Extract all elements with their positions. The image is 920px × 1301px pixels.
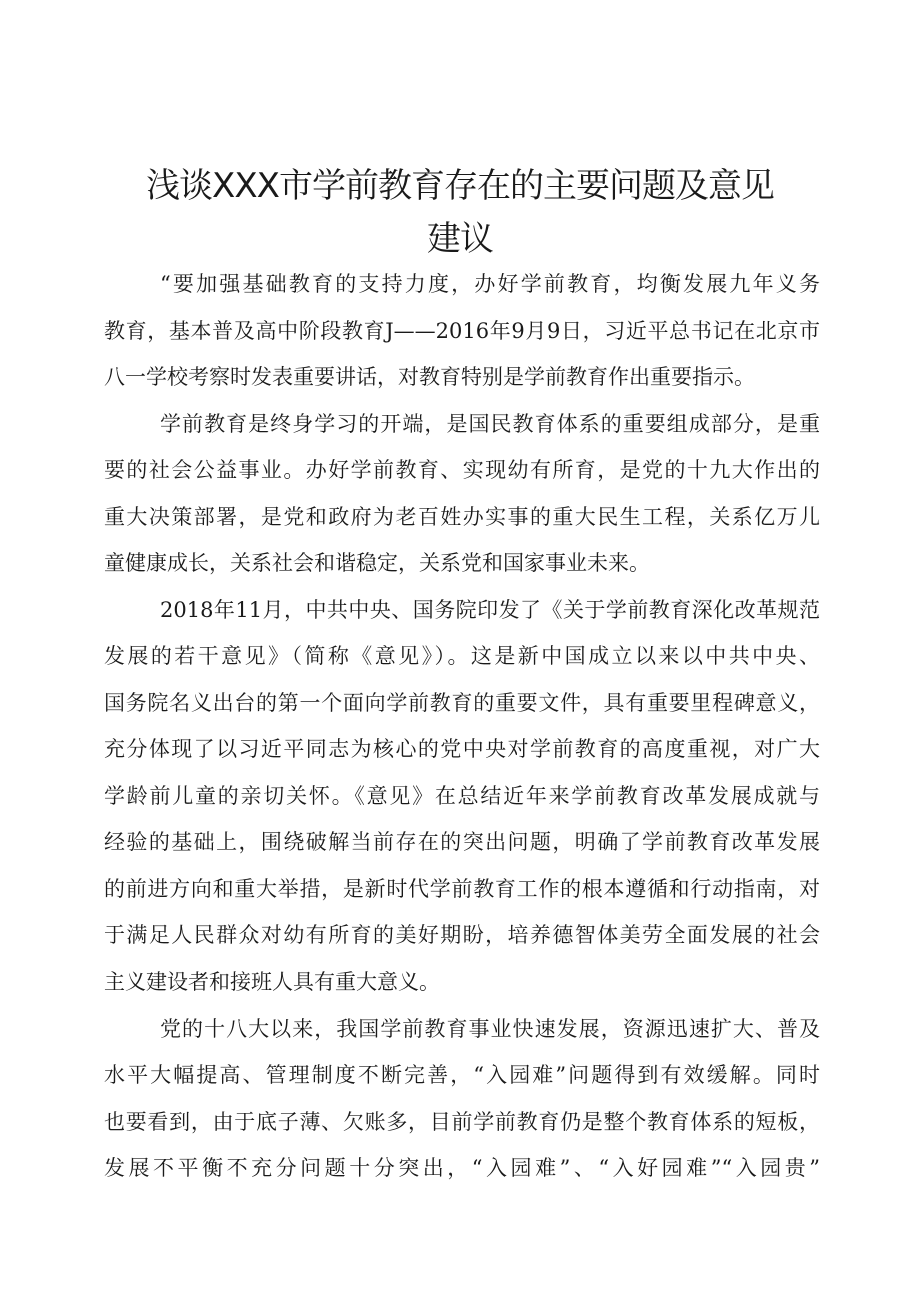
text-line: 也要看到，由于底子薄、欠账多，目前学前教育仍是整个教育体系的短板， bbox=[104, 1110, 820, 1134]
text-line: 党的十八大以来，我国学前教育事业快速发展，资源迅速扩大、普及 bbox=[160, 1017, 820, 1041]
text-line: 的前进方向和重大举措，是新时代学前教育工作的根本遵循和行动指南，对 bbox=[104, 877, 820, 901]
text-line: 经验的基础上，围绕破解当前存在的突出问题，明确了学前教育改革发展 bbox=[104, 830, 820, 854]
text-line: 童健康成长，关系社会和谐稳定，关系党和国家事业未来。 bbox=[104, 551, 650, 575]
text-line: 发展不平衡不充分问题十分突出，“入园难”、“入好园难”“入园贵” bbox=[104, 1156, 820, 1180]
document-title-line-1: 浅谈XXX市学前教育存在的主要问题及意见 bbox=[146, 166, 774, 206]
text-line: 重大决策部署，是党和政府为老百姓办实事的重大民生工程，关系亿万儿 bbox=[104, 505, 820, 529]
text-line: 水平大幅提高、管理制度不断完善，“入园难”问题得到有效缓解。同时 bbox=[104, 1063, 820, 1087]
text-line: 八一学校考察时发表重要讲话，对教育特别是学前教育作出重要指示。 bbox=[104, 365, 755, 389]
text-line: 教育，基本普及高中阶段教育J——2016年9月9日，习近平总书记在北京市 bbox=[104, 319, 820, 343]
text-line: “要加强基础教育的支持力度，办好学前教育，均衡发展九年义务 bbox=[160, 272, 820, 296]
text-line: 主义建设者和接班人具有重大意义。 bbox=[104, 970, 440, 994]
text-line: 发展的若干意见》（简称《意见》）。这是新中国成立以来以中共中央、 bbox=[104, 644, 820, 668]
text-line: 学龄前儿童的亲切关怀。《意见》在总结近年来学前教育改革发展成就与 bbox=[104, 784, 820, 808]
text-line: 学前教育是终身学习的开端，是国民教育体系的重要组成部分，是重 bbox=[160, 412, 820, 436]
text-line: 于满足人民群众对幼有所育的美好期盼，培养德智体美劳全面发展的社会 bbox=[104, 923, 820, 947]
text-line: 充分体现了以习近平同志为核心的党中央对学前教育的高度重视，对广大 bbox=[104, 737, 820, 761]
text-line: 2018年11月，中共中央、国务院印发了《关于学前教育深化改革规范 bbox=[160, 598, 820, 622]
text-line: 要的社会公益事业。办好学前教育、实现幼有所育，是党的十九大作出的 bbox=[104, 458, 820, 482]
document-title-line-2: 建议 bbox=[427, 219, 493, 259]
text-line: 国务院名义出台的第一个面向学前教育的重要文件，具有重要里程碑意义， bbox=[104, 691, 820, 715]
